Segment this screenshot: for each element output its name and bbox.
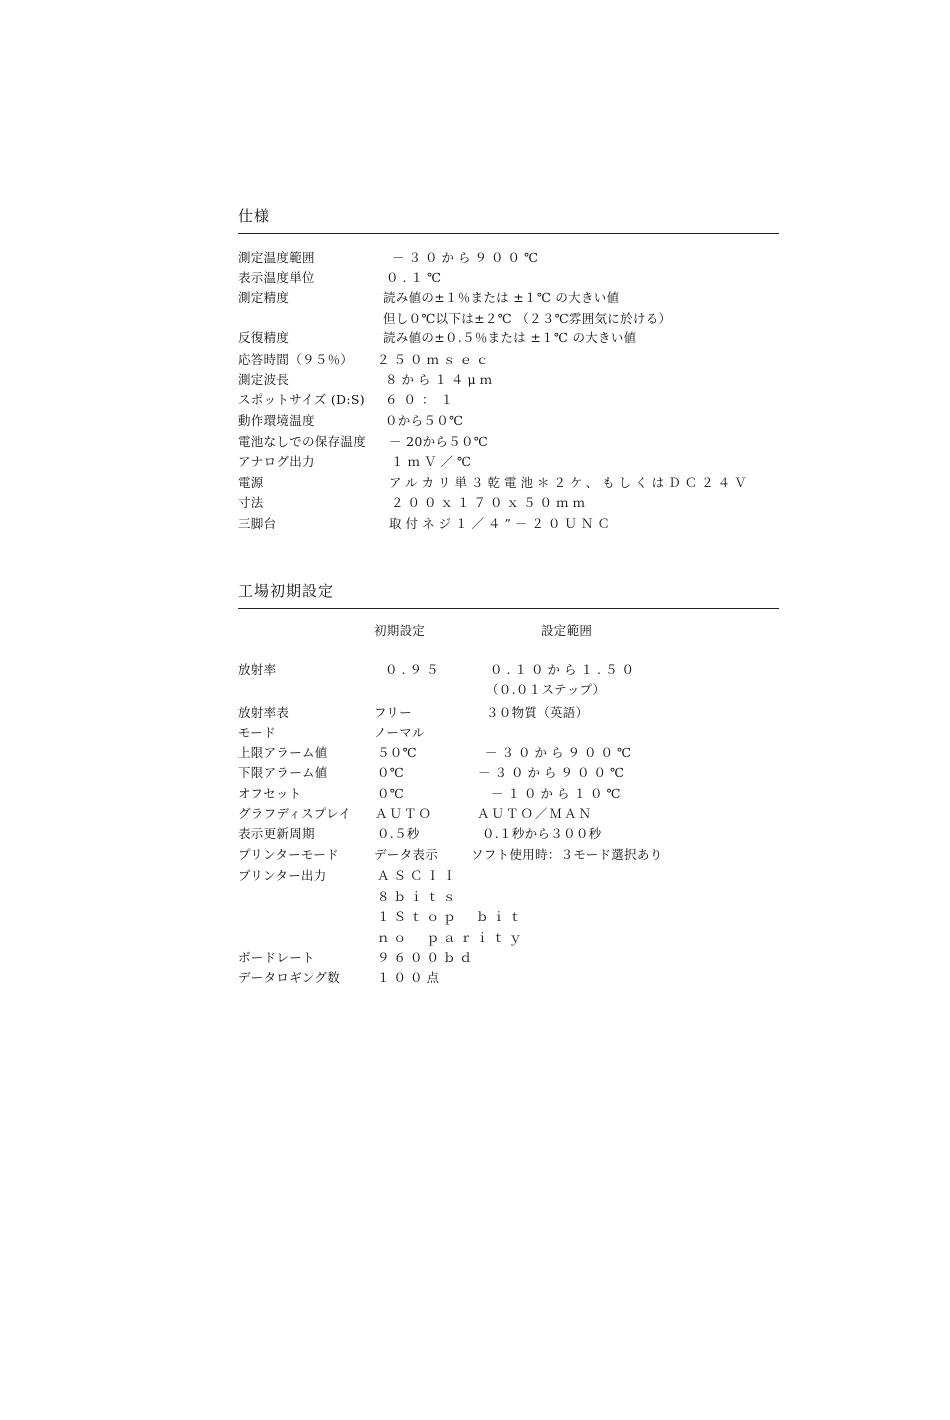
spec-value: 読み値の±１％または ±１℃ の大きい値 bbox=[383, 290, 620, 305]
factory-default: ノーマル bbox=[374, 725, 425, 740]
spec-value: アルカリ単３乾電池＊２ケ、もしくはＤＣ２４Ｖ bbox=[389, 475, 751, 490]
factory-range: －１０から１０℃ bbox=[491, 786, 625, 801]
spec-label: 反復精度 bbox=[238, 330, 290, 345]
spec-value: ６０：１ bbox=[385, 392, 460, 407]
spec-value: － 20から５０℃ bbox=[389, 434, 489, 449]
spec-label: 三脚台 bbox=[238, 516, 277, 531]
spec-label: 測定波長 bbox=[238, 372, 290, 387]
spec-label: 測定精度 bbox=[238, 290, 290, 305]
factory-label: オフセット bbox=[238, 786, 302, 801]
factory-default: １Ｓｔｏｐ ｂｉｔ bbox=[377, 909, 526, 924]
factory-label: データロギング数 bbox=[238, 970, 341, 985]
spec-label: 測定温度範囲 bbox=[238, 250, 315, 265]
spec-value: －３０から９００℃ bbox=[392, 250, 542, 265]
spec-value: ２５０ｍｓｅｃ bbox=[377, 352, 493, 367]
factory-row bbox=[0, 968, 950, 988]
factory-default: １００点 bbox=[377, 970, 444, 985]
spec-value: 取付ネジ１／４”－２０ＵＮＣ bbox=[389, 516, 614, 531]
factory-row bbox=[0, 723, 950, 743]
factory-row bbox=[0, 907, 950, 927]
factory-row bbox=[0, 680, 950, 700]
spec-row bbox=[0, 493, 950, 513]
factory-row bbox=[0, 845, 950, 865]
factory-range: ０.１０から１.５０ bbox=[490, 662, 638, 677]
factory-heading: 工場初期設定 bbox=[238, 582, 335, 600]
spec-row bbox=[0, 288, 950, 308]
factory-range: －３０から９００℃ bbox=[478, 765, 628, 780]
factory-row bbox=[0, 743, 950, 763]
specs-divider bbox=[238, 233, 779, 234]
spec-row bbox=[0, 473, 950, 493]
spec-label: 応答時間（９５％） bbox=[238, 352, 354, 367]
spec-value: ２００ｘ１７０ｘ５０ｍｍ bbox=[391, 495, 590, 510]
factory-label: 下限アラーム値 bbox=[238, 765, 328, 780]
factory-row bbox=[0, 824, 950, 844]
spec-label: 電池なしでの保存温度 bbox=[238, 434, 367, 449]
factory-default: ０.９５ bbox=[385, 662, 443, 677]
spec-label: スポットサイズ (D:S) bbox=[238, 392, 365, 407]
factory-range: ０.１秒から３００秒 bbox=[482, 826, 602, 841]
factory-range: ＡＵＴＯ／ＭＡＮ bbox=[477, 806, 594, 821]
factory-default: ０℃ bbox=[377, 786, 405, 801]
spec-row bbox=[0, 432, 950, 452]
spec-row bbox=[0, 370, 950, 390]
factory-default: フリー bbox=[374, 705, 412, 720]
spec-label: 寸法 bbox=[238, 495, 264, 510]
spec-row bbox=[0, 514, 950, 534]
factory-row bbox=[0, 660, 950, 680]
factory-default: ９６００ｂｄ bbox=[377, 950, 477, 965]
factory-row bbox=[0, 887, 950, 907]
factory-default: ５０℃ bbox=[377, 745, 417, 760]
factory-default: ０.５秒 bbox=[377, 826, 420, 841]
spec-value: ０から５０℃ bbox=[385, 413, 464, 428]
factory-label: 放射率表 bbox=[238, 705, 290, 720]
spec-label: 表示温度単位 bbox=[238, 270, 315, 285]
spec-value: ８から１４μｍ bbox=[385, 372, 497, 387]
spec-row bbox=[0, 452, 950, 472]
spec-row bbox=[0, 248, 950, 268]
spec-label: 動作環境温度 bbox=[238, 413, 315, 428]
factory-divider bbox=[238, 608, 779, 609]
factory-label: 放射率 bbox=[238, 662, 277, 677]
factory-default: データ表示 bbox=[374, 847, 439, 862]
spec-row bbox=[0, 350, 950, 370]
column-header-range: 設定範囲 bbox=[541, 623, 593, 638]
factory-row bbox=[0, 763, 950, 783]
spec-row bbox=[0, 328, 950, 348]
spec-row bbox=[0, 268, 950, 288]
factory-label: 表示更新周期 bbox=[238, 826, 315, 841]
factory-label: グラフディスプレイ bbox=[238, 806, 352, 821]
factory-label: プリンターモード bbox=[238, 847, 339, 862]
spec-row bbox=[0, 309, 950, 329]
factory-default: ＡＳＣＩＩ bbox=[377, 868, 460, 883]
spec-row bbox=[0, 390, 950, 410]
factory-range: （０.０１ステップ） bbox=[486, 682, 606, 697]
spec-value: 但し０℃以下は±２℃ （２３℃雰囲気に於ける） bbox=[383, 311, 672, 326]
factory-label: ボードレート bbox=[238, 950, 315, 965]
spec-row bbox=[0, 411, 950, 431]
spec-value: 読み値の±０.５％または ±１℃ の大きい値 bbox=[383, 330, 637, 345]
factory-label: プリンター出力 bbox=[238, 868, 327, 883]
factory-row bbox=[0, 948, 950, 968]
factory-default: ０℃ bbox=[377, 765, 405, 780]
spec-value: １ｍＶ／℃ bbox=[391, 454, 475, 469]
factory-row bbox=[0, 928, 950, 948]
factory-label: モード bbox=[238, 725, 276, 740]
factory-row bbox=[0, 866, 950, 886]
factory-row bbox=[0, 703, 950, 723]
specs-heading: 仕様 bbox=[238, 207, 271, 225]
factory-range: ３０物質（英語） bbox=[486, 705, 589, 720]
factory-default: ＡＵＴＯ bbox=[375, 806, 434, 821]
factory-row bbox=[0, 804, 950, 824]
factory-column-headers bbox=[0, 621, 950, 641]
factory-row bbox=[0, 784, 950, 804]
factory-default: ８ｂｉｔｓ bbox=[377, 889, 460, 904]
factory-range: ソフト使用時：３モード選択あり bbox=[471, 847, 663, 862]
factory-range: －３０から９００℃ bbox=[485, 745, 635, 760]
spec-label: アナログ出力 bbox=[238, 454, 315, 469]
factory-label: 上限アラーム値 bbox=[238, 745, 328, 760]
factory-default: ｎｏ ｐａｒｉｔｙ bbox=[377, 930, 526, 945]
spec-value: ０.１℃ bbox=[386, 270, 445, 285]
column-header-default: 初期設定 bbox=[374, 623, 426, 638]
spec-label: 電源 bbox=[238, 475, 264, 490]
